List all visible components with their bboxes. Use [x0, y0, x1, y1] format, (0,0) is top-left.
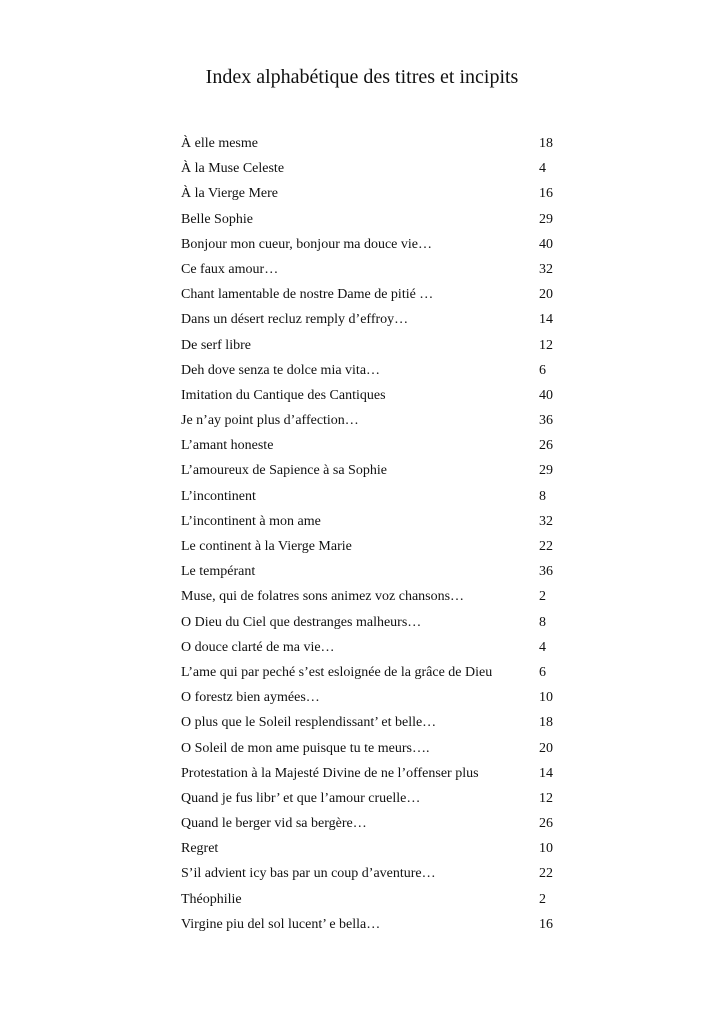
entry-page-number: 36	[539, 413, 553, 429]
entry-title: O Soleil de mon ame puisque tu te meurs….	[181, 740, 430, 756]
entry-title: Je n’ay point plus d’affection…	[181, 413, 359, 429]
index-entry	[181, 333, 561, 358]
entry-page-number: 18	[539, 136, 553, 151]
entry-page-number: 29	[539, 211, 553, 227]
entry-page-number: 26	[539, 438, 553, 454]
entry-page-number: 10	[539, 841, 553, 857]
index-entry	[181, 433, 561, 458]
entry-title: Imitation du Cantique des Cantiques	[181, 387, 386, 403]
entry-title: Le tempérant	[181, 564, 256, 580]
index-entry	[181, 912, 561, 937]
index-entry	[181, 635, 561, 660]
entry-page-number: 36	[539, 564, 553, 580]
entry-page-number: 2	[539, 589, 546, 605]
entry-page-number: 6	[539, 664, 546, 680]
index-list	[181, 131, 561, 937]
entry-title: L’incontinent	[181, 488, 256, 504]
index-entry	[181, 786, 561, 811]
entry-page-number: 20	[539, 287, 553, 303]
entry-title: À la Muse Celeste	[181, 161, 285, 177]
entry-page-number: 2	[539, 891, 546, 907]
entry-title: De serf libre	[181, 337, 251, 353]
entry-page-number: 14	[539, 765, 553, 781]
index-entry	[181, 408, 561, 433]
entry-title: Deh dove senza te dolce mia vita…	[181, 362, 381, 378]
index-entry	[181, 534, 561, 559]
page-title: Index alphabétique des titres et incipits	[205, 66, 519, 88]
index-entry	[181, 257, 561, 282]
entry-title: Quand le berger vid sa bergère…	[181, 816, 367, 832]
index-entry	[181, 207, 561, 232]
entry-title: Regret	[181, 841, 219, 857]
entry-page-number: 18	[539, 715, 553, 731]
entry-page-number: 4	[539, 639, 546, 655]
index-entry	[181, 509, 561, 534]
entry-title: L’amoureux de Sapience à sa Sophie	[181, 463, 387, 479]
index-entry	[181, 131, 561, 156]
entry-page-number: 22	[539, 866, 553, 882]
entry-page-number: 16	[539, 186, 553, 202]
index-entry	[181, 458, 561, 483]
entry-page-number: 14	[539, 312, 553, 328]
entry-title: S’il advient icy bas par un coup d’aventure…	[181, 866, 436, 882]
entry-title: L’amant honeste	[181, 438, 274, 454]
index-entry	[181, 559, 561, 584]
index-entry	[181, 383, 561, 408]
entry-page-number: 6	[539, 362, 546, 378]
index-entry	[181, 584, 561, 609]
entry-title: Virgine piu del sol lucent’ e bella…	[181, 916, 381, 932]
index-entry	[181, 156, 561, 181]
entry-page-number: 8	[539, 488, 546, 504]
entry-title: À elle mesme	[181, 136, 258, 151]
entry-page-number: 16	[539, 916, 553, 932]
entry-page-number: 40	[539, 236, 553, 252]
entry-page-number: 8	[539, 614, 546, 630]
index-entry	[181, 685, 561, 710]
entry-page-number: 40	[539, 387, 553, 403]
index-entry	[181, 761, 561, 786]
entry-title: L’ame qui par peché s’est esloignée de la grâce de Dieu	[181, 664, 493, 680]
index-entry	[181, 836, 561, 861]
entry-title: Dans un désert recluz remply d’effroy…	[181, 312, 409, 328]
entry-title: O Dieu du Ciel que destranges malheurs…	[181, 614, 422, 630]
index-entry	[181, 861, 561, 886]
index-entry	[181, 358, 561, 383]
entry-title: O douce clarté de ma vie…	[181, 639, 335, 655]
index-entry	[181, 610, 561, 635]
entry-page-number: 4	[539, 161, 546, 177]
entry-page-number: 12	[539, 790, 553, 806]
index-entry	[181, 282, 561, 307]
entry-page-number: 32	[539, 261, 553, 277]
entry-page-number: 10	[539, 690, 553, 706]
entry-title: Chant lamentable de nostre Dame de pitié …	[181, 287, 434, 303]
entry-title: Protestation à la Majesté Divine de ne l’offenser plus	[181, 765, 479, 781]
index-entry	[181, 307, 561, 332]
entry-page-number: 26	[539, 816, 553, 832]
index-entry	[181, 484, 561, 509]
index-entry	[181, 660, 561, 685]
entry-title: O plus que le Soleil resplendissant’ et belle…	[181, 715, 437, 731]
entry-page-number: 32	[539, 513, 553, 529]
index-entry	[181, 887, 561, 912]
index-entry	[181, 710, 561, 735]
entry-title: Muse, qui de folatres sons animez voz chansons…	[181, 589, 465, 605]
entry-title: Quand je fus libr’ et que l’amour cruelle…	[181, 790, 421, 806]
entry-title: Théophilie	[181, 891, 242, 907]
index-entry	[181, 811, 561, 836]
index-entry	[181, 181, 561, 206]
entry-title: Le continent à la Vierge Marie	[181, 539, 352, 554]
entry-title: Bonjour mon cueur, bonjour ma douce vie…	[181, 236, 432, 252]
entry-title: Belle Sophie	[181, 211, 253, 227]
entry-title: À la Vierge Mere	[181, 186, 278, 202]
entry-title: L’incontinent à mon ame	[181, 513, 321, 529]
entry-page-number: 12	[539, 337, 553, 353]
entry-page-number: 22	[539, 539, 553, 554]
index-entry	[181, 736, 561, 761]
index-entry	[181, 232, 561, 257]
entry-title: Ce faux amour…	[181, 261, 279, 277]
entry-page-number: 29	[539, 463, 553, 479]
entry-title: O forestz bien aymées…	[181, 690, 320, 706]
entry-page-number: 20	[539, 740, 553, 756]
